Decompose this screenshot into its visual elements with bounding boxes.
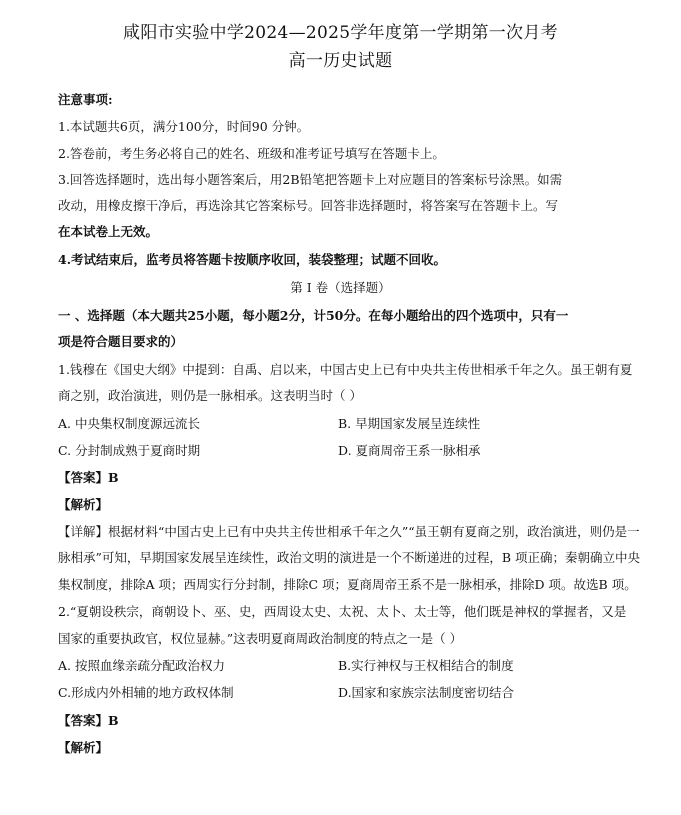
exam-subtitle: 高一历史试题 <box>288 51 393 71</box>
volume-title: 第 I 卷（选择题） <box>290 280 391 295</box>
notice-item: 1.本试题共6页，满分100分，时间90 分钟。 <box>58 119 310 134</box>
option-c: C. 分封制成熟于夏商时期 <box>58 443 201 458</box>
question-stem: 国家的重要执政官，权位显赫。”这表明夏商周政治制度的特点之一是（ ） <box>58 631 463 646</box>
option-b: B.实行神权与王权相结合的制度 <box>338 658 514 673</box>
section-heading: 一 、选择题（本大题共25小题，每小题2分，计50分。在每小题给出的四个选项中，只有一 <box>58 308 569 323</box>
option-a: A. 按照血缘亲疏分配政治权力 <box>58 658 225 673</box>
exam-title: 咸阳市实验中学2024—2025学年度第一学期第一次月考 <box>123 23 558 43</box>
option-c: C.形成内外相辅的地方政权体制 <box>58 685 234 700</box>
option-a: A. 中央集权制度源远流长 <box>58 416 200 431</box>
analysis-label: 【解析】 <box>58 740 109 755</box>
option-b: B. 早期国家发展呈连续性 <box>338 416 481 431</box>
notice-item: 2.答卷前，考生务必将自己的姓名、班级和准考证号填写在答题卡上。 <box>58 146 445 161</box>
option-d: D. 夏商周帝王系一脉相承 <box>338 443 481 458</box>
detail-text: 集权制度，排除A 项；西周实行分封制，排除C 项；夏商周帝王系不是一脉相承，排除D 项。故选B 项。 <box>58 577 637 592</box>
detail-text: 【详解】根据材料“中国古史上已有中央共主传世相承千年之久”“虽王朝有夏商之别，政治演进，则仍是一 <box>58 524 640 539</box>
section-heading: 项是符合题目要求的） <box>58 334 184 349</box>
answer-label: 【答案】B <box>58 470 119 485</box>
answer-label: 【答案】B <box>58 713 119 728</box>
notice-item: 3.回答选择题时，选出每小题答案后，用2B铅笔把答题卡上对应题目的答案标号涂黑。如需 <box>58 172 563 187</box>
question-stem: 2.“夏朝设秩宗，商朝设卜、巫、史，西周设太史、太祝、太卜、太士等，他们既是神权的掌握者，又是 <box>58 604 627 619</box>
question-stem: 1.钱穆在《国史大纲》中提到：自禹、启以来，中国古史上已有中央共主传世相承千年之久。虽王朝有夏 <box>58 362 633 377</box>
question-stem: 商之别，政治演进，则仍是一脉相承。这表明当时（ ） <box>58 388 362 403</box>
analysis-label: 【解析】 <box>58 497 109 512</box>
notice-item: 在本试卷上无效。 <box>58 224 159 239</box>
notice-item: 改动，用橡皮擦干净后，再选涂其它答案标号。回答非选择题时，将答案写在答题卡上。写 <box>58 198 559 213</box>
notice-item: 4.考试结束后，监考员将答题卡按顺序收回，装袋整理；试题不回收。 <box>58 252 447 267</box>
detail-text: 脉相承”可知，早期国家发展呈连续性，政治文明的演进是一个不断递进的过程，B 项正确；秦朝确立中央 <box>58 550 641 565</box>
notice-heading: 注意事项: <box>58 92 113 107</box>
option-d: D.国家和家族宗法制度密切结合 <box>338 685 515 700</box>
